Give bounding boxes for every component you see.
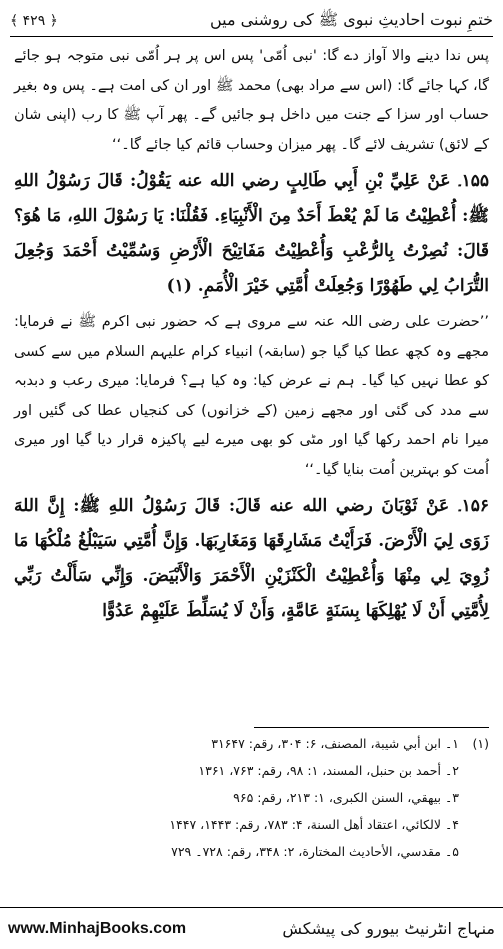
urdu-translation-155: ’’حضرت علی رضی اللہ عنہ سے مروی ہے کہ حضور نبی اکرم ﷺ نے فرمایا: مجھے وہ کچھ عطا کیا گیا جو (سابقہ) انبیاء کرام علیہم السلام میں سے کسی کو عطا نہیں کیا گیا۔ ہم نے عرض کیا: وہ کیا ہے؟ فرمایا: میری رعب و دبدبہ سے مدد کی گئی اور مجھے زمین (کے خزانوں) کی کنجیاں عطا کی گئیں اور میرا نام احمد رکھا گیا اور مٹی کو بھی میرے لیے پاکیزہ قرار دیا گیا اور میری اُمت کو بہترین اُمت بنایا گیا۔‘‘: [14, 314, 489, 478]
footnote-text: ۲۔ أحمد بن حنبل، المسند، ۱: ۹۸، رقم: ۷۶۳، ۱۳۶۱: [198, 763, 460, 778]
footnotes: [14, 727, 489, 865]
page-number: ﴿ ۴۲۹ ﴾: [10, 13, 58, 29]
footnote-3: [14, 784, 489, 811]
footnote-1: [14, 730, 489, 757]
footnote-text: ۴۔ لالکائي، اعتقاد أهل السنة، ۴: ۷۸۳، رقم: ۱۴۴۳، ۱۴۴۷: [169, 817, 460, 832]
footnote-5: [14, 838, 489, 865]
hadith-156-text: عَنْ ثَوْبَانَ رضي الله عنه قَالَ: قَالَ رَسُوْلُ اللهِ ﷺ: إِنَّ اللهَ زَوَى لِيَ الْأَرْضَ. فَرَأَيْتُ مَشَارِقَهَا وَمَغَارِبَهَا. وَإِنَّ أُمَّتِي سَيَبْلُغُ مُلْكُهَا مَا زُوِيَ لِي مِنْهَا وَأُعْطِيْتُ الْكَنْزَيْنِ الْأَحْمَرَ وَالْأَبْيَضَ. وَإِنِّي سَأَلْتُ رَبِّي لِأُمَّتِي أَنْ لَا يُهْلِكَهَا بِسَنَةٍ عَامَّةٍ، وَأَنْ لَا يُسَلِّطَ عَلَيْهِمْ عَدُوًّا: [14, 496, 489, 621]
page-footer: [0, 907, 503, 949]
hadith-155: [14, 164, 489, 304]
urdu-paragraph-1: پس ندا دینے والا آواز دے گا: 'نبی اُمّی' پس اس پر ہر اُمّی نبی متوجہ ہو جائے گا، کہا جائے گا: (اس سے مراد بھی) محمد ﷺ اور ان کی امت ہے۔ پس وہ بغیر حساب اور سزا کے جنت میں داخل ہو جائیں گے۔ پھر آپ ﷺ کا رب (اپنی شان کے لائق) تشریف لائے گا۔ پھر میزان وحساب قائم کیا جائے گا۔‘‘: [14, 48, 489, 153]
footnote-label: (۱): [472, 736, 489, 751]
publisher-credit: منہاج انٹرنیٹ بیورو کی پیشکش: [282, 919, 495, 938]
footnote-4: [14, 811, 489, 838]
page-header: [10, 6, 493, 37]
hadith-156: [14, 489, 489, 629]
footnote-text: ۳۔ بيهقي، السنن الکبری، ۱: ۲۱۳، رقم: ۹۶۵: [233, 790, 460, 805]
hadith-155-number: ۱۵۵۔: [457, 171, 489, 191]
footnote-2: [14, 757, 489, 784]
book-title: ختمِ نبوت احادیثِ نبوی ﷺ کی روشنی میں: [209, 9, 493, 29]
hadith-155-text: عَنْ عَلِيِّ بْنِ أَبِي طَالِبٍ رضي الله عنه يَقُوْلُ: قَالَ رَسُوْلُ اللهِ ﷺ: أُعْطِيْتُ مَا لَمْ يُعْطَ أَحَدٌ مِنَ الْأَنْبِيَاءِ. فَقُلْنَا: يَا رَسُوْلَ اللهِ، مَا هُوَ؟ قَالَ: نُصِرْتُ بِالرُّعْبِ وَأُعْطِيْتُ مَفَاتِيْحَ الْأَرْضِ وَسُمِّيْتُ أَحْمَدَ وَجُعِلَ التُّرَابُ لِي طَهُوْرًا وَجُعِلَتْ أُمَّتِي خَيْرَ الْأُمَمِ. (۱): [14, 171, 489, 296]
footnote-rule: [254, 727, 489, 728]
hadith-156-number: ۱۵۶۔: [457, 496, 489, 516]
footnote-text: ۵۔ مقدسي، الأحاديث المختارة، ۲: ۳۴۸، رقم: ۷۲۸۔ ۷۲۹: [171, 844, 460, 859]
page-body: [14, 42, 489, 633]
footnote-text: ۱۔ ابن أبي شيبة، المصنف، ۶: ۳۰۴، رقم: ۳۱۶۴۷: [211, 736, 460, 751]
website-link[interactable]: www.MinhajBooks.com: [8, 919, 187, 937]
